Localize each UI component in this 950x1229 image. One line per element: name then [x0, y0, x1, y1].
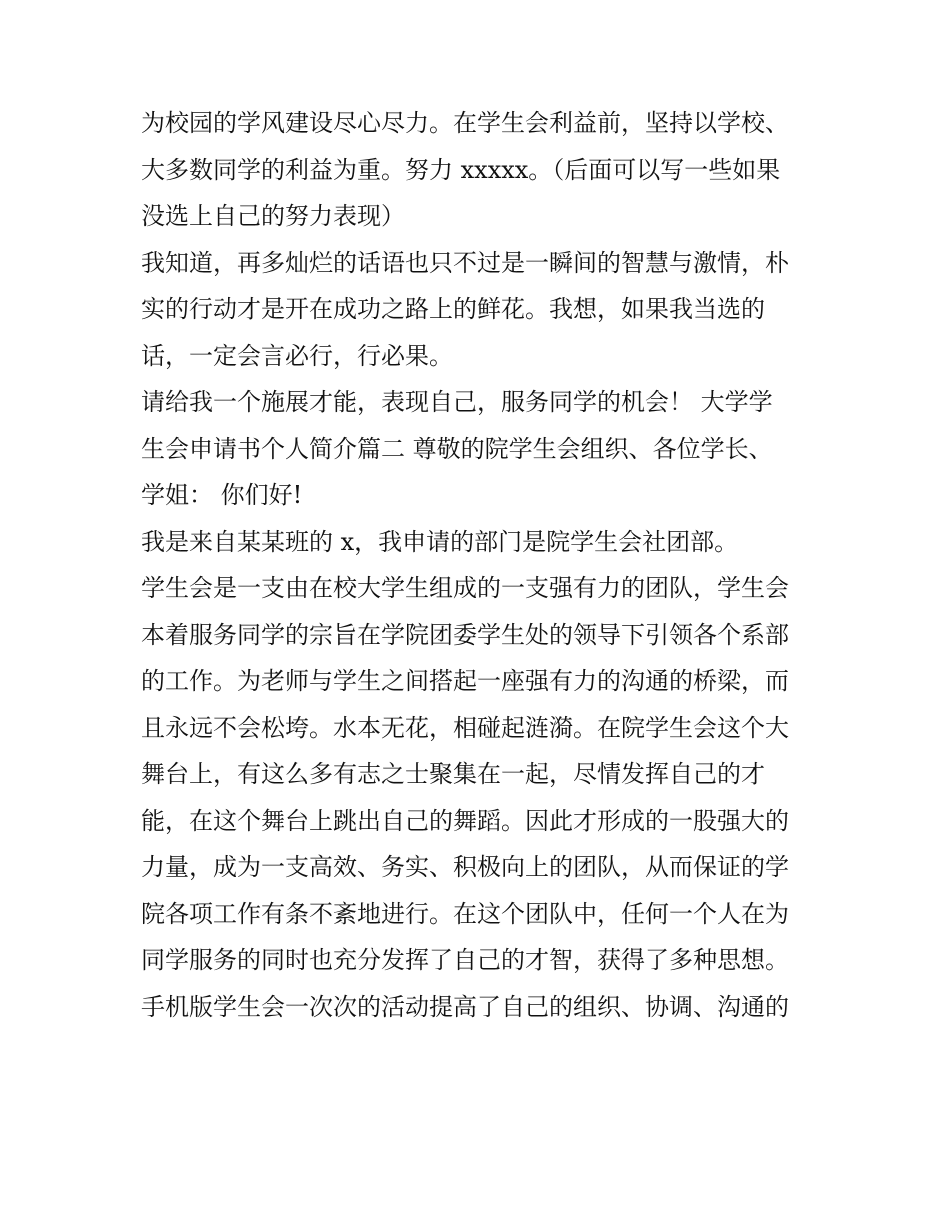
- text-line: 且永远不会松垮。水本无花，相碰起涟漪。在院学生会这个大: [141, 713, 789, 742]
- text-line: 实的行动才是开在成功之路上的鲜花。我想，如果我当选的: [141, 295, 765, 323]
- text-line: 力量，成为一支高效、务实、积极向上的团队，从而保证的学: [141, 853, 789, 881]
- document-body: [141, 100, 821, 1030]
- text-line: 能，在这个舞台上跳出自己的舞蹈。因此才形成的一股强大的: [141, 806, 789, 835]
- text-line: 本着服务同学的宗旨在学院团委学生处的领导下引领各个系部: [141, 620, 789, 649]
- paragraph-2: [141, 240, 821, 380]
- text-line: 我是来自某某班的 x，我申请的部门是院学生会社团部。: [141, 527, 739, 556]
- text-line: 话，一定会言必行，行必果。: [141, 341, 453, 370]
- text-line: 舞台上，有这么多有志之士聚集在一起，尽情发挥自己的才: [141, 760, 765, 788]
- text-line: 同学服务的同时也充分发挥了自己的才智，获得了多种思想。: [141, 946, 789, 974]
- text-line: 手机版学生会一次次的活动提高了自己的组织、协调、沟通的: [141, 992, 789, 1021]
- text-line: 学生会是一支由在校大学生组成的一支强有力的团队，学生会: [141, 574, 789, 602]
- text-line: 为校园的学风建设尽心尽力。在学生会利益前，坚持以学校、: [141, 109, 789, 137]
- paragraph-1: [141, 100, 821, 240]
- text-line: 学姐： 你们好!: [141, 481, 303, 509]
- text-line: 我知道，再多灿烂的话语也只不过是一瞬间的智慧与激情，朴: [141, 248, 789, 277]
- text-line: 的工作。为老师与学生之间搭起一座强有力的沟通的桥梁，而: [141, 667, 789, 695]
- text-line: 院各项工作有条不紊地进行。在这个团队中，任何一个人在为: [141, 899, 789, 928]
- text-line: 生会申请书个人简介篇二 尊敬的院学生会组织、各位学长、: [141, 434, 773, 463]
- text-line: 请给我一个施展才能，表现自己，服务同学的机会！ 大学学: [141, 388, 773, 416]
- text-line: 没选上自己的努力表现）: [141, 202, 405, 230]
- text-line: 大多数同学的利益为重。努力 xxxxx。（后面可以写一些如果: [141, 155, 781, 184]
- paragraph-5: [141, 565, 821, 1030]
- paragraph-3: [141, 379, 821, 519]
- paragraph-4: [141, 519, 821, 566]
